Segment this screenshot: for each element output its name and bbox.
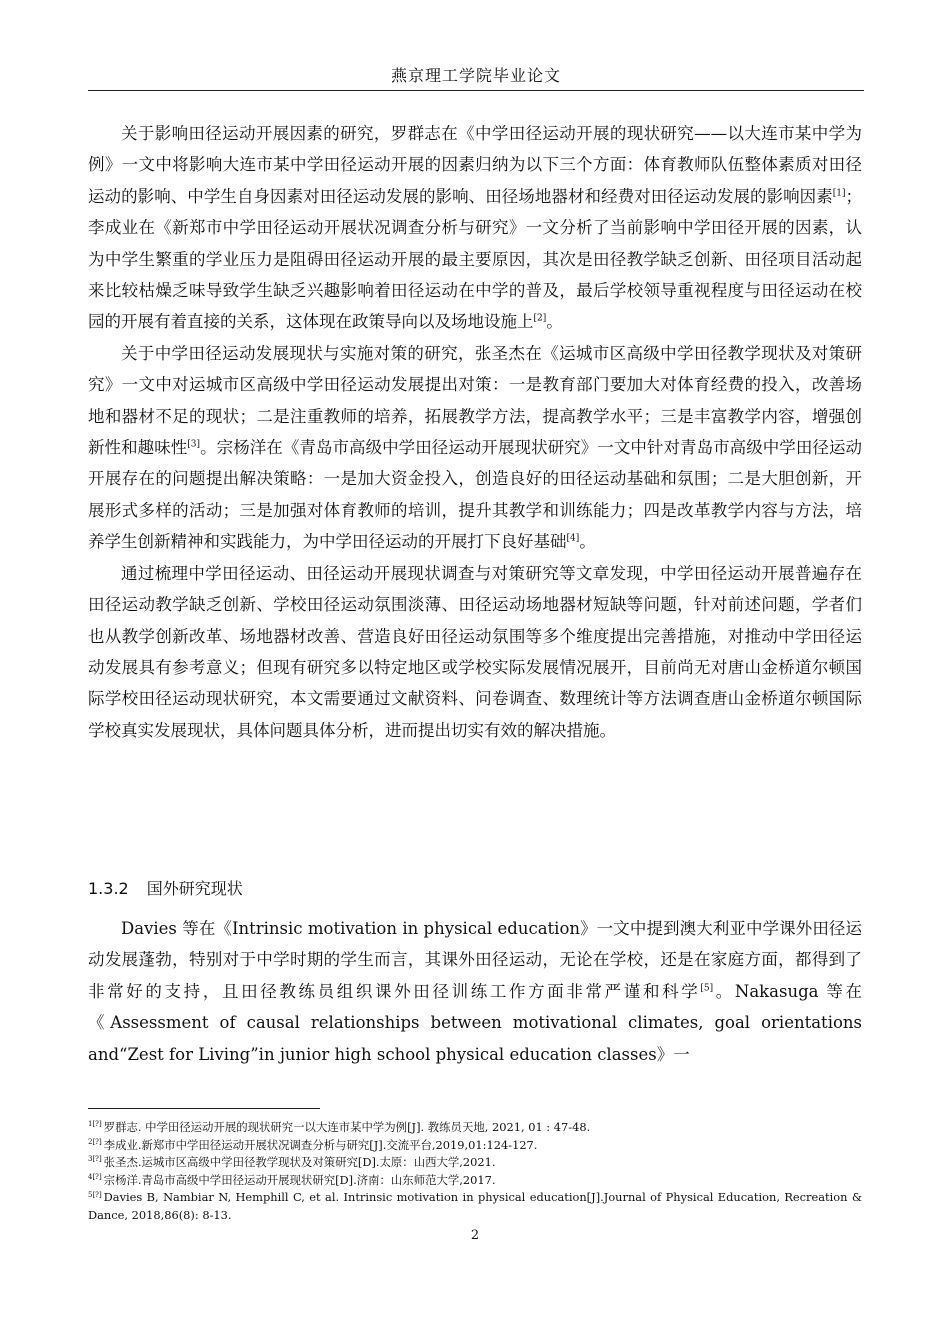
paragraph-4: [88, 913, 862, 1070]
body-text: [88, 118, 862, 746]
footnote-5: [88, 1189, 862, 1224]
footnote-text: 罗群志. 中学田径运动开展的现状研究一以大连市某中学为例[J]. 教练员天地, 2021, 01 : 47-48.: [103, 1120, 591, 1134]
section-heading: [88, 876, 243, 899]
footnotes: [88, 1119, 862, 1225]
citation-2[interactable]: [2]: [533, 313, 547, 324]
paragraph-1: [88, 118, 862, 338]
paragraph-3-text: 通过梳理中学田径运动、田径运动开展现状调查与对策研究等文章发现，中学田径运动开展普遍存在田径运动教学缺乏创新、学校田径运动氛围淡薄、田径运动场地器材短缺等问题，针对前述问题，学者们也从教学创新改革、场地器材改善、营造良好田径运动氛围等多个维度提出完善措施，对推动中学田径运动发展具有参考意义；但现有研究多以特定地区或学校实际发展情况展开，目前尚无对唐山金桥道尔顿国际学校田径运动现状研究，本文需要通过文献资料、问卷调查、数理统计等方法调查唐山金桥道尔顿国际学校真实发展现状，具体问题具体分析，进而提出切实有效的解决措施。: [88, 563, 862, 740]
footnote-4: [88, 1172, 862, 1190]
running-header: 燕京理工学院毕业论文: [390, 66, 561, 85]
header-rule: [88, 90, 864, 91]
paragraph-2-text: 关于中学田径运动发展现状与实施对策的研究，张圣杰在《运城市区高级中学田径教学现状及对策研究》一文中对运城市区高级中学田径运动发展提出对策：一是教育部门要加大对体育经费的投入，改善场地和器材不足的现状；二是注重教师的培养，拓展教学方法，提高教学水平；三是丰富教学内容，增强创新性和趣味性: [88, 343, 862, 458]
footnote-mark: 4[?]: [88, 1172, 102, 1181]
citation-3[interactable]: [3]: [187, 439, 201, 450]
citation-5[interactable]: [5]: [700, 983, 714, 994]
paragraph-2-end: 。: [579, 532, 596, 552]
footnote-text: 张圣杰.运城市区高级中学田径教学现状及对策研究[D].太原：山西大学,2021.: [103, 1155, 496, 1170]
paragraph-2-text-2: 。宗杨洋在《青岛市高级中学田径运动开展现状研究》一文中针对青岛市高级中学田径运动开展存在的问题提出解决策略：一是加大资金投入，创造良好的田径运动基础和氛围；二是大胆创新，开展形式多样的活动；三是加强对体育教师的培训，提升其教学和训练能力；四是改革教学内容与方法，培养学生创新精神和实践能力，为中学田径运动的开展打下良好基础: [88, 438, 863, 552]
footnote-text: 宗杨洋.青岛市高级中学田径运动开展现状研究[D].济南：山东师范大学,2017.: [103, 1172, 496, 1187]
foreign-research-text: [88, 913, 862, 1070]
footnote-2: [88, 1137, 862, 1155]
paragraph-1-end: 。: [546, 312, 563, 332]
footnote-mark: 1[?]: [88, 1120, 102, 1129]
footnote-mark: 5[?]: [88, 1190, 102, 1199]
footnote-separator: [88, 1108, 320, 1109]
paragraph-1-text: 关于影响田径运动开展因素的研究，罗群志在《中学田径运动开展的现状研究——以大连市某中学为例》一文中将影响大连市某中学田径运动开展的因素归纳为以下三个方面：体育教师队伍整体素质对田径运动的影响、中学生自身因素对田径运动发展的影响、田径场地器材和经费对田径运动发展的影响因素: [88, 124, 862, 206]
footnote-3: [88, 1154, 862, 1172]
citation-1[interactable]: [1]: [832, 188, 846, 199]
section-number: 1.3.2: [88, 879, 129, 898]
footnote-1: [88, 1119, 862, 1137]
footnote-text: 李成业.新郑市中学田径运动开展状况调查分析与研究[J].交流平台,2019,01:124-127.: [103, 1137, 538, 1152]
paragraph-2: [88, 338, 862, 558]
paragraph-4-text-2: 。Nakasuga 等在《Assessment of causal relationships between motivational climates, goal orientations and“Zest for Living”in junior high school physical education classes》一: [88, 981, 863, 1064]
citation-4[interactable]: [4]: [566, 533, 580, 544]
paragraph-3: [88, 558, 862, 746]
section-title: 国外研究现状: [146, 879, 243, 898]
footnote-mark: 2[?]: [88, 1137, 102, 1146]
page-number: 2: [470, 1228, 480, 1243]
footnote-mark: 3[?]: [88, 1155, 102, 1164]
paragraph-1-text-2: ；李成业在《新郑市中学田径运动开展状况调查分析与研究》一文分析了当前影响中学田径开展的因素，认为中学生繁重的学业压力是阻碍田径运动开展的最主要原因，其次是田径教学缺乏创新、田径项目活动起来比较枯燥乏味导致学生缺乏兴趣影响着田径运动在中学的普及，最后学校领导重视程度与田径运动在校园的开展有着直接的关系，这体现在政策导向以及场地设施上: [88, 186, 862, 332]
footnote-text: Davies B, Nambiar N, Hemphill C, et al. Intrinsic motivation in physical education[J].Journal of Physical Education, Recreation & Dance, 2018,86(8): 8-13.: [88, 1190, 862, 1222]
paragraph-4-text: Davies 等在《Intrinsic motivation in physical education》一文中提到澳大利亚中学课外田径运动发展蓬勃，特别对于中学时期的学生而言，其课外田径运动，无论在学校，还是在家庭方面，都得到了非常好的支持，且田径教练员组织课外田径训练工作方面非常严谨和科学: [88, 919, 862, 1001]
